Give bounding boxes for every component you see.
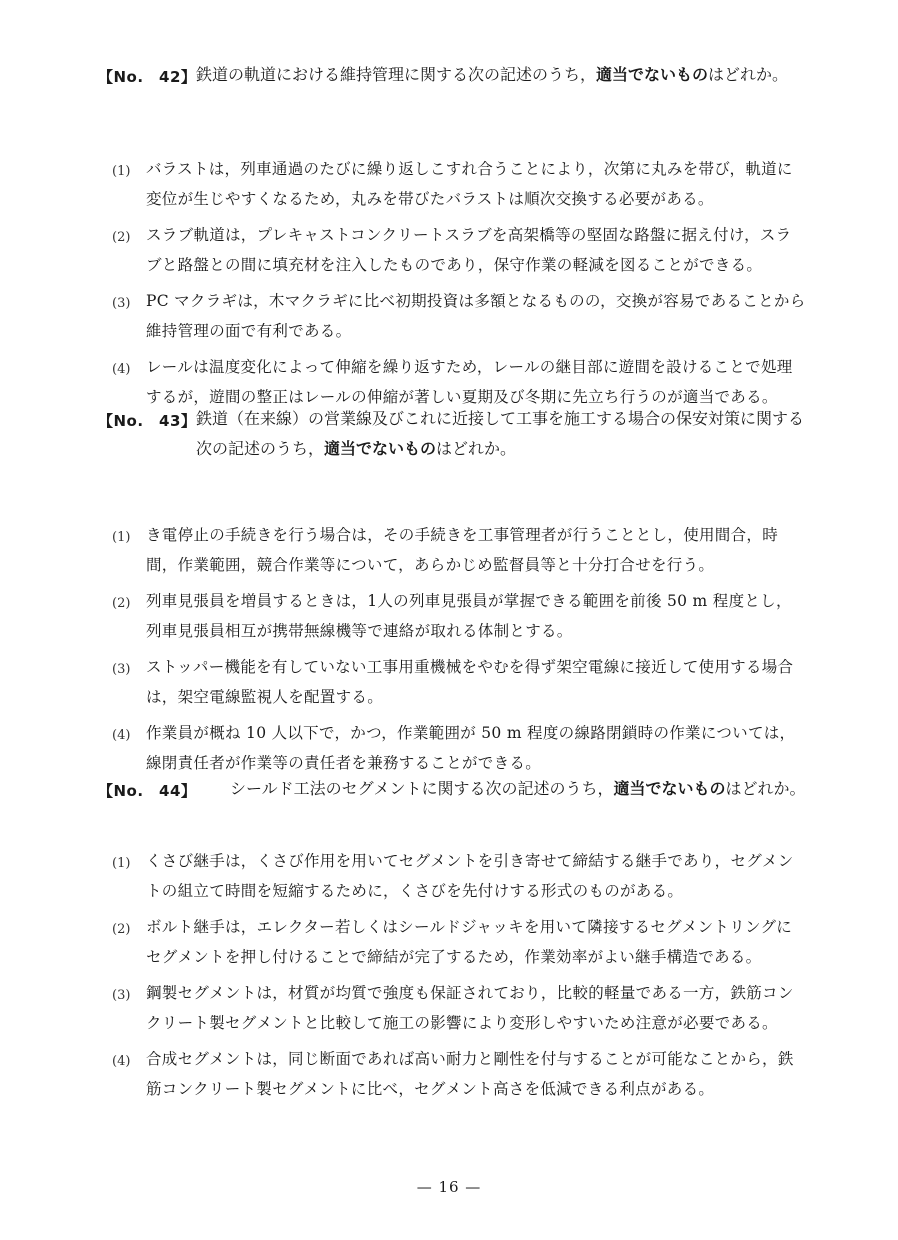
option-label: (4) xyxy=(112,362,131,377)
option-label: (4) xyxy=(112,1054,131,1069)
option-2 xyxy=(98,912,818,972)
options-list xyxy=(98,154,818,412)
options-list xyxy=(98,846,818,1104)
question-text-emphasis: 適当でないもの xyxy=(324,439,437,458)
option-text: バラストは，列車通過のたびに繰り返しこすれ合うことにより，次第に丸みを帯び，軌道に変位が生じやすくなるため，丸みを帯びたバラストは順次交換する必要がある。 xyxy=(146,160,793,208)
option-label: (1) xyxy=(112,530,131,545)
option-label: (2) xyxy=(112,596,131,611)
question-header xyxy=(98,762,818,802)
question-header xyxy=(98,392,818,458)
option-text: ボルト継手は，エレクター若しくはシールドジャッキを用いて隣接するセグメントリングにセグメントを押し付けることで締結が完了するため，作業効率がよい継手構造である。 xyxy=(146,918,793,966)
question-44 xyxy=(98,762,818,1110)
option-label: (3) xyxy=(112,662,131,677)
question-header xyxy=(98,48,818,108)
option-label: (3) xyxy=(112,988,131,1003)
options-list xyxy=(98,520,818,778)
option-2 xyxy=(98,220,818,280)
option-3 xyxy=(98,286,818,346)
option-2 xyxy=(98,586,818,646)
question-text-post: はどれか。 xyxy=(725,779,806,798)
question-text xyxy=(196,60,806,90)
question-number: 【No. 44】 xyxy=(98,782,197,800)
question-text-emphasis: 適当でないもの xyxy=(596,65,709,84)
option-label: (4) xyxy=(112,728,131,743)
option-1 xyxy=(98,846,818,906)
question-43 xyxy=(98,392,818,784)
option-1 xyxy=(98,520,818,580)
option-text: レールは温度変化によって伸縮を繰り返すため，レールの継目部に遊間を設けることで処理するが，遊間の整正はレールの伸縮が著しい夏期及び冬期に先立ち行うのが適当である。 xyxy=(146,358,793,406)
question-text-pre: 鉄道の軌道における維持管理に関する次の記述のうち， xyxy=(196,65,597,84)
option-label: (1) xyxy=(112,164,131,179)
option-label: (2) xyxy=(112,922,131,937)
question-text-pre: 鉄道（在来線）の営業線及びこれに近接して工事を施工する場合の保安対策に関する次の記述のうち， xyxy=(196,409,805,458)
option-4 xyxy=(98,1044,818,1104)
question-text-post: はどれか。 xyxy=(708,65,789,84)
question-text xyxy=(196,404,806,464)
option-label: (3) xyxy=(112,296,131,311)
question-number: 【No. 43】 xyxy=(98,412,197,430)
question-text-emphasis: 適当でないもの xyxy=(613,779,726,798)
option-label: (1) xyxy=(112,856,131,871)
option-text: 列車見張員を増員するときは，1人の列車見張員が掌握できる範囲を前後 50 m 程度とし，列車見張員相互が携帯無線機等で連絡が取れる体制とする。 xyxy=(146,592,792,640)
option-text: 作業員が概ね 10 人以下で，かつ，作業範囲が 50 m 程度の線路閉鎖時の作業については，線閉責任者が作業等の責任者を兼務することができる。 xyxy=(146,724,796,772)
option-text: PC マクラギは，木マクラギに比べ初期投資は多額となるものの，交換が容易であることから維持管理の面で有利である。 xyxy=(146,292,806,340)
option-label: (2) xyxy=(112,230,131,245)
option-text: き電停止の手続きを行う場合は，その手続きを工事管理者が行うこととし，使用間合，時間，作業範囲，競合作業等について，あらかじめ監督員等と十分打合せを行う。 xyxy=(146,526,779,574)
option-1 xyxy=(98,154,818,214)
option-text: スラブ軌道は，プレキャストコンクリートスラブを高架橋等の堅固な路盤に据え付け，スラブと路盤との間に填充材を注入したものであり，保守作業の軽減を図ることができる。 xyxy=(146,226,792,274)
question-text-pre: シールド工法のセグメントに関する次の記述のうち， xyxy=(230,779,614,798)
option-3 xyxy=(98,652,818,712)
option-text: ストッパー機能を有していない工事用重機械をやむを得ず架空電線に接近して使用する場合は，架空電線監視人を配置する。 xyxy=(146,658,794,706)
question-text xyxy=(230,774,840,804)
page-number: — 16 — xyxy=(416,1178,482,1196)
question-text-post: はどれか。 xyxy=(436,439,517,458)
option-text: 合成セグメントは，同じ断面であれば高い耐力と剛性を付与することが可能なことから，鉄筋コンクリート製セグメントに比べ，セグメント高さを低減できる利点がある。 xyxy=(146,1050,794,1098)
option-3 xyxy=(98,978,818,1038)
option-text: 鋼製セグメントは，材質が均質で強度も保証されており，比較的軽量である一方，鉄筋コンクリート製セグメントと比較して施工の影響により変形しやすいため注意が必要である。 xyxy=(146,984,794,1032)
question-42 xyxy=(98,48,818,418)
question-number: 【No. 42】 xyxy=(98,68,197,86)
option-text: くさび継手は，くさび作用を用いてセグメントを引き寄せて締結する継手であり，セグメントの組立て時間を短縮するために，くさびを先付けする形式のものがある。 xyxy=(146,852,794,900)
